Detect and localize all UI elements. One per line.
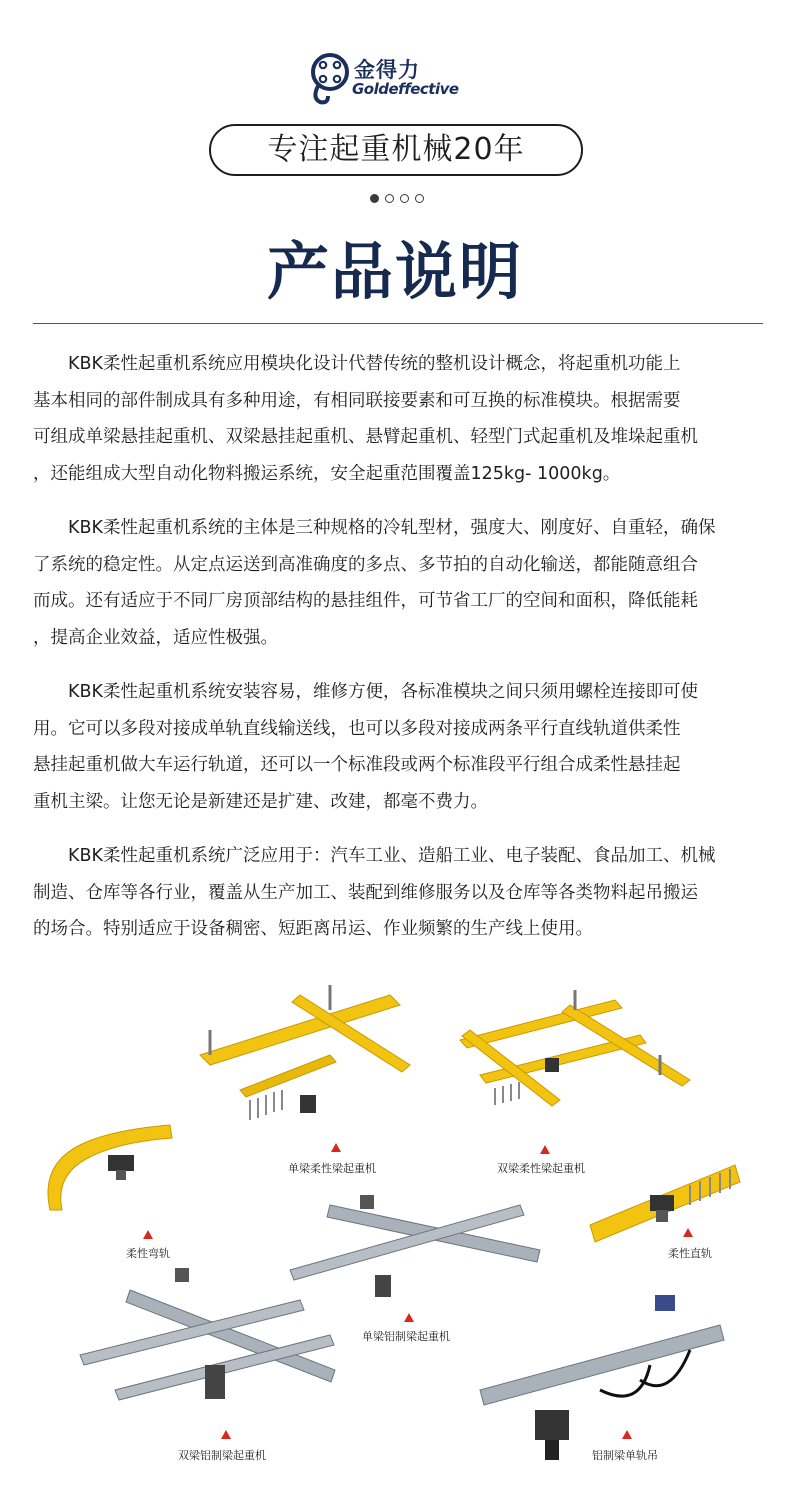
- marker-triangle: [331, 1143, 341, 1152]
- text-line: 而成。还有适应于不同厂房顶部结构的悬挂组件，可节省工厂的空间和面积，降低能耗: [33, 591, 698, 611]
- text-line: KBK柔性起重机系统的主体是三种规格的冷轧型材，强度大、刚度好、自重轻，确保: [33, 518, 716, 538]
- description: [33, 346, 768, 966]
- text-line: 制造、仓库等各行业，覆盖从生产加工、装配到维修服务以及仓库等各类物料起吊搬运: [33, 882, 698, 903]
- product-gallery: [0, 970, 790, 1480]
- text-line: 悬挂起重机做大车运行轨道，还可以一个标准段或两个标准段平行组合成柔性悬挂起: [33, 755, 681, 775]
- text-line: 可组成单梁悬挂起重机、双梁悬挂起重机、悬臂起重机、轻型门式起重机及堆垛起重机: [33, 427, 698, 447]
- paragraph-3: [33, 674, 768, 820]
- slogan-pill: 专注起重机械20年: [209, 124, 583, 176]
- paragraph-1: [33, 346, 768, 492]
- aluminum-monorail-hoist-image: [480, 1295, 724, 1460]
- product-illustrations: [0, 970, 790, 1480]
- double-girder-aluminum-crane-image: [80, 1268, 335, 1400]
- single-girder-flexible-crane-image: [200, 985, 410, 1120]
- paragraph-4: [33, 838, 768, 948]
- text-line: ，提高企业效益，适应性极强。: [33, 627, 278, 648]
- divider: [33, 323, 763, 324]
- marker-triangle: [540, 1145, 550, 1154]
- carousel-dot-4[interactable]: [415, 194, 424, 203]
- logo-name-en: Goldeffective: [352, 80, 459, 98]
- text-line: 了系统的稳定性。从定点运送到高准确度的多点、多节拍的自动化输送，都能随意组合: [33, 554, 698, 575]
- flexible-straight-rail-image: [590, 1165, 740, 1242]
- page-title: 产品说明: [266, 235, 523, 308]
- marker-triangle: [404, 1313, 414, 1322]
- carousel-dot-2[interactable]: [385, 194, 394, 203]
- marker-triangle: [221, 1430, 231, 1439]
- caption-flexible-straight-rail: 柔性直轨: [668, 1247, 712, 1260]
- text-line: 基本相同的部件制成具有多种用途，有相同联接要素和可互换的标准模块。根据需要: [33, 390, 681, 411]
- paragraph-2: [33, 510, 768, 656]
- marker-triangle: [683, 1228, 693, 1237]
- caption-single-girder-flexible: 单梁柔性梁起重机: [288, 1162, 376, 1175]
- single-girder-aluminum-crane-image: [290, 1195, 540, 1297]
- text-line: KBK柔性起重机系统安装容易，维修方便，各标准模块之间只须用螺栓连接即可使: [33, 682, 698, 702]
- text-line: 重机主梁。让您无论是新建还是扩建、改建，都毫不费力。: [33, 791, 488, 812]
- hook-logo-icon: [306, 50, 352, 106]
- text-line: KBK柔性起重机系统应用模块化设计代替传统的整机设计概念，将起重机功能上: [33, 354, 681, 374]
- marker-triangle: [622, 1430, 632, 1439]
- caption-double-girder-aluminum: 双梁铝制梁起重机: [178, 1449, 266, 1462]
- marker-triangle: [143, 1230, 153, 1239]
- text-line: ，还能组成大型自动化物料搬运系统，安全起重范围覆盖125kg- 1000kg。: [33, 463, 621, 484]
- caption-double-girder-flexible: 双梁柔性梁起重机: [497, 1162, 585, 1175]
- carousel-dots: [370, 194, 430, 204]
- carousel-dot-1[interactable]: [370, 194, 379, 203]
- carousel-dot-3[interactable]: [400, 194, 409, 203]
- flexible-curved-rail-image: [48, 1125, 172, 1210]
- text-line: 用。它可以多段对接成单轨直线输送线，也可以多段对接成两条平行直线轨道供柔性: [33, 718, 681, 739]
- text-line: 的场合。特别适应于设备稠密、短距离吊运、作业频繁的生产线上使用。: [33, 919, 593, 939]
- text-line: KBK柔性起重机系统广泛应用于：汽车工业、造船工业、电子装配、食品加工、机械: [33, 846, 716, 866]
- caption-single-girder-aluminum: 单梁铝制梁起重机: [362, 1330, 450, 1343]
- caption-aluminum-monorail: 铝制梁单轨吊: [592, 1449, 658, 1462]
- caption-flexible-curved-rail: 柔性弯轨: [126, 1247, 170, 1260]
- double-girder-flexible-crane-image: [460, 990, 690, 1106]
- logo-name-cn: 金得力: [354, 58, 420, 82]
- brand-logo: [306, 50, 496, 110]
